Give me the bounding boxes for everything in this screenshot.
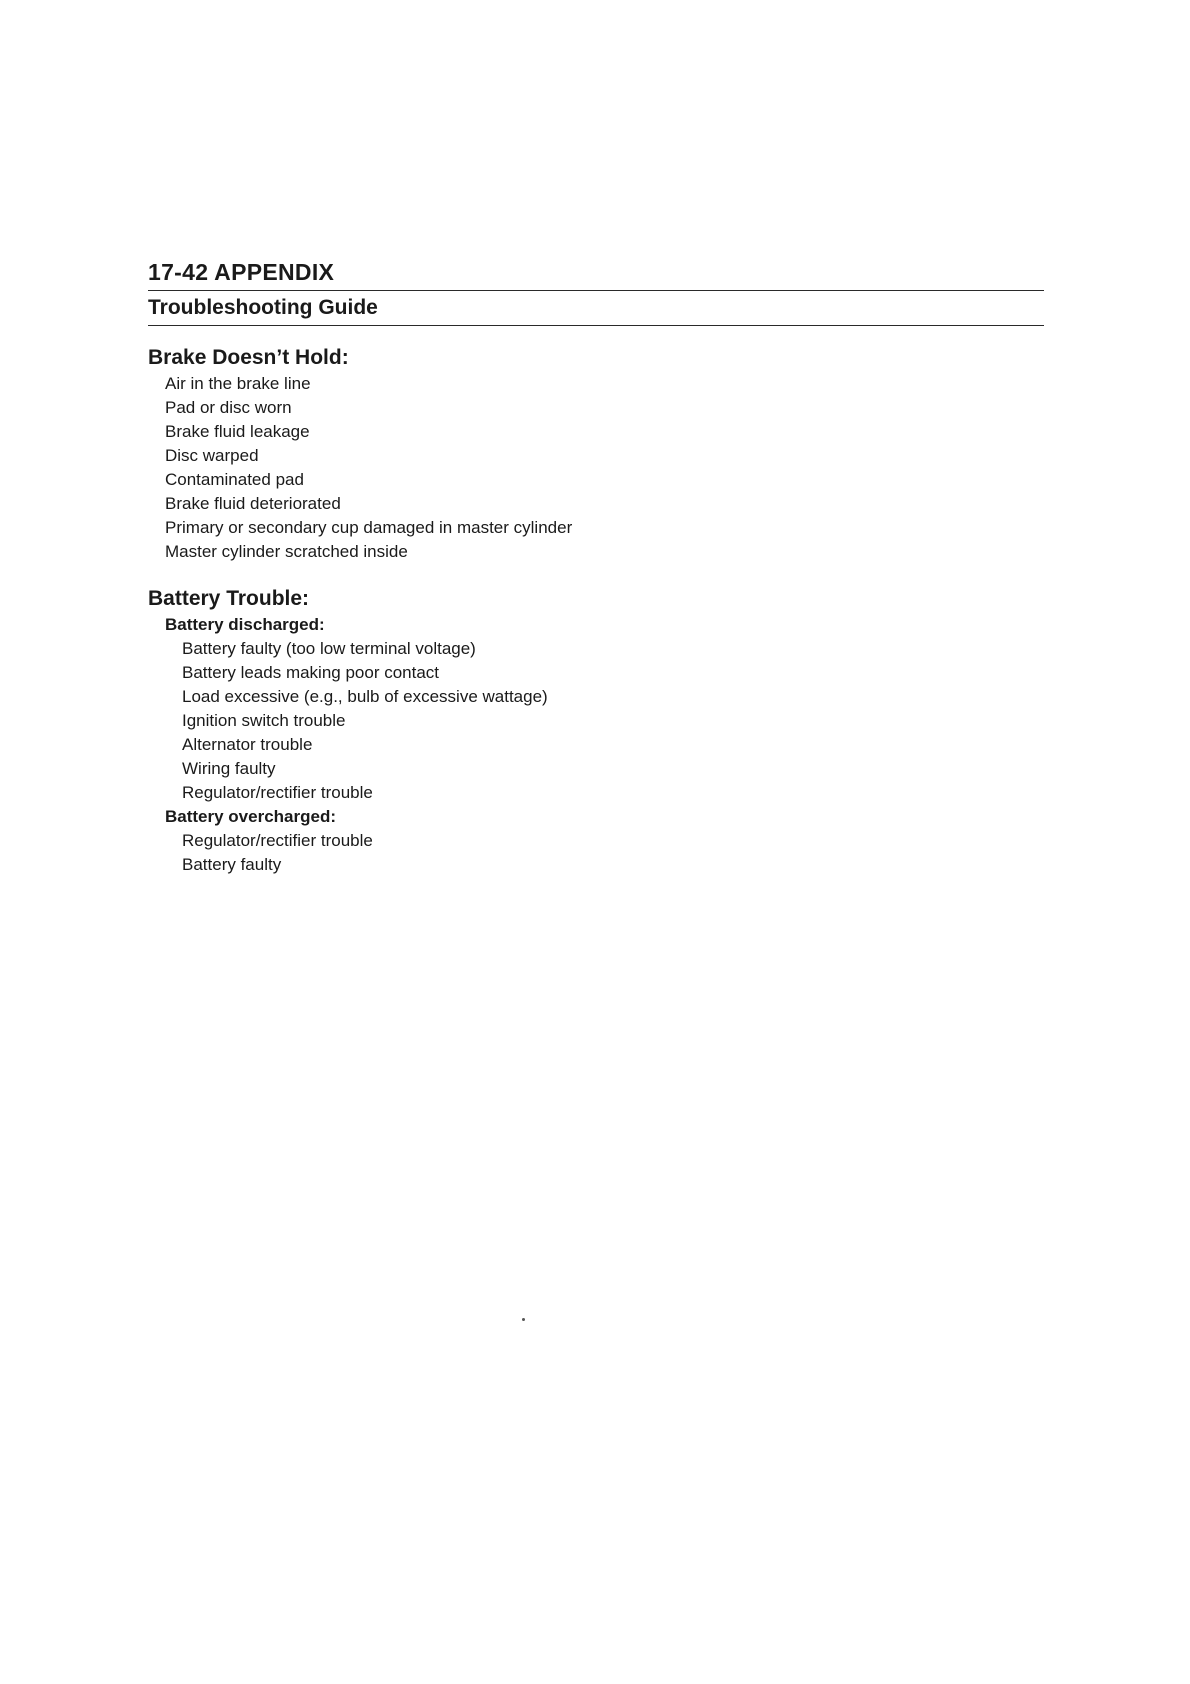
cause-list: [148, 829, 608, 877]
list-item: Load excessive (e.g., bulb of excessive wattage): [182, 687, 548, 706]
list-item: Disc warped: [165, 446, 259, 465]
page-number: 17-42 APPENDIX: [148, 258, 1044, 291]
list-item: Regulator/rectifier trouble: [182, 831, 373, 850]
list-item: Battery faulty (too low terminal voltage): [182, 639, 476, 658]
subgroup-battery-discharged: [148, 613, 608, 805]
list-item: Battery leads making poor contact: [182, 663, 440, 682]
page-header: [148, 258, 1044, 326]
subgroup-title: Battery overcharged:: [165, 807, 337, 826]
troubleshooting-content: [148, 345, 608, 877]
subgroup-battery-overcharged: [148, 805, 608, 877]
scan-speck: [522, 1318, 525, 1321]
list-item: Wiring faulty: [182, 759, 276, 778]
list-item: Battery faulty: [182, 855, 282, 874]
list-item: Alternator trouble: [182, 735, 313, 754]
list-item: Contaminated pad: [165, 470, 304, 489]
list-item: Ignition switch trouble: [182, 711, 346, 730]
topic-title: Brake Doesn’t Hold:: [148, 346, 349, 369]
cause-list: [148, 372, 608, 564]
list-item: Brake fluid deteriorated: [165, 494, 341, 513]
topic-brake-doesnt-hold: [148, 345, 608, 564]
topic-title: Battery Trouble:: [148, 587, 310, 610]
list-item: Brake fluid leakage: [165, 422, 310, 441]
list-item: Pad or disc worn: [165, 398, 292, 417]
section-title: Troubleshooting Guide: [148, 291, 1044, 326]
subgroup-title: Battery discharged:: [165, 615, 325, 634]
list-item: Air in the brake line: [165, 374, 311, 393]
list-item: Primary or secondary cup damaged in master cylinder: [165, 518, 573, 537]
cause-list: [148, 637, 608, 805]
list-item: Master cylinder scratched inside: [165, 542, 408, 561]
list-item: Regulator/rectifier trouble: [182, 783, 373, 802]
topic-battery-trouble: [148, 586, 608, 877]
